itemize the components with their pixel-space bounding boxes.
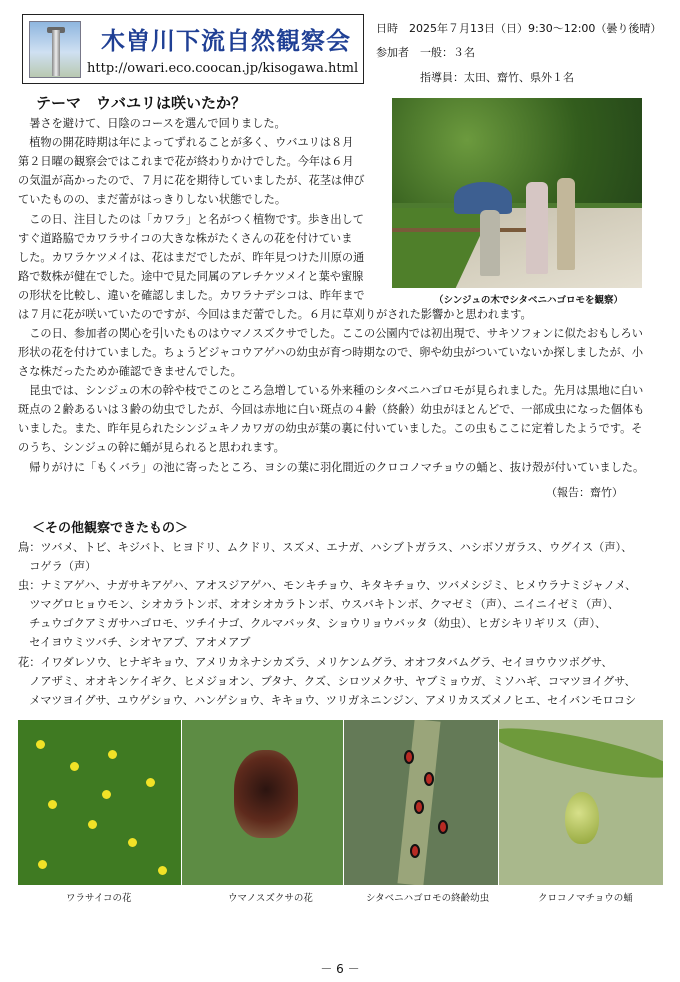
page-number: － 6 － bbox=[320, 962, 360, 976]
article-line: 斑点の２齢あるいは３齢の幼虫でしたが、今回は赤地に白い斑点の４齢（終齢）幼虫がほとんどで、一部成虫になった個体も bbox=[18, 403, 645, 416]
article-line: さな株だったためか確認できませんでした。 bbox=[18, 365, 242, 378]
yellow-flower bbox=[88, 820, 97, 829]
observation-line: 虫：ナミアゲハ、ナガサキアゲハ、アオスジアゲハ、モンキチョウ、キタキチョウ、ツバメシジミ、ヒメウラナミジャノメ、 bbox=[18, 579, 637, 592]
yellow-flower bbox=[158, 866, 167, 875]
article-line: 帰りがけに「もくバラ」の池に寄ったところ、ヨシの葉に羽化間近のクロコノマチョウの蛹と、抜け殻が付いていました。 bbox=[18, 461, 645, 474]
dark-tubular-flower bbox=[234, 750, 298, 838]
article-line: 昆虫では、シンジュの木の幹や枝でこのところ急増している外来種のシタベニハゴロモが見られました。先月は黒地に白い bbox=[18, 384, 644, 397]
participants-count: 参加者 一般：３名 bbox=[376, 46, 475, 59]
photo-caption: シタベニハゴロモの終齢幼虫 bbox=[366, 893, 490, 904]
article-line: のうち、シンジュの幹に蛹が見られると思われます。 bbox=[18, 441, 285, 454]
yellow-flower bbox=[146, 778, 155, 787]
observation-line: ツマグロヒョウモン、シオカラトンボ、オオシオカラトンボ、ウスバキトンボ、クマゼミ（声）、ニイニイゼミ（声）、 bbox=[18, 598, 620, 611]
article-line: この日、参加者の関心を引いたものはウマノスズクサでした。ここの公園内では初出現で、サキソフォンに似たおもしろい bbox=[18, 327, 643, 340]
red-larva bbox=[438, 820, 448, 834]
article-line: の形状を比較し、違いを確認しました。カワラナデシコは、昨年まで bbox=[18, 289, 365, 302]
article-line: 植物の開花時期は年によってずれることが多く、ウバユリは８月 bbox=[18, 136, 354, 149]
red-larva bbox=[410, 844, 420, 858]
organization-title: 木曽川下流自然観察会 bbox=[101, 27, 351, 55]
yellow-flower bbox=[38, 860, 47, 869]
photo-caption: ワラサイコの花 bbox=[66, 893, 132, 904]
participant-figure bbox=[526, 182, 548, 274]
photo-butterfly-pupa bbox=[499, 720, 663, 885]
newsletter-header bbox=[22, 14, 364, 84]
photo-dark-flower bbox=[182, 720, 343, 885]
photo-insect-larvae bbox=[344, 720, 498, 885]
article-line: 第２日曜の観察会ではこれまで花が終わりかけでした。今年は６月 bbox=[18, 155, 354, 168]
organization-url[interactable]: http://owari.eco.coocan.jp/kisogawa.html bbox=[87, 61, 359, 76]
article-theme-title: テーマ ウバユリは咲いたか？ bbox=[36, 94, 247, 112]
photo-caption: ウマノスズクサの花 bbox=[228, 893, 313, 904]
participant-figure bbox=[480, 210, 500, 276]
observation-line: ノアザミ、オオキンケイギク、ヒメジョオン、ブタナ、クズ、シロツメクサ、ヤブミョウガ、ミソハギ、コマツヨイグサ、 bbox=[18, 675, 636, 688]
group-photo-caption: （シンジュの木でシタベニハゴロモを観察） bbox=[434, 295, 623, 306]
article-line: は７月に花が咲いていたのですが、今回はまだ蕾でした。６月に草刈りがされた影響かと思われます。 bbox=[18, 308, 532, 321]
article-line: ていたものの、まだ蕾がはっきりしない状態でした。 bbox=[18, 193, 287, 206]
observation-line: メマツヨイグサ、ユウゲショウ、ハンゲショウ、キキョウ、ツリガネニンジン、アメリカスズメノヒエ、セイバンモロコシ bbox=[18, 694, 637, 707]
green-pupa bbox=[565, 792, 599, 844]
yellow-flower bbox=[48, 800, 57, 809]
red-larva bbox=[424, 772, 434, 786]
report-signature: （報告：齋竹） bbox=[546, 486, 623, 499]
observation-line: チュウゴクアミガサハゴロモ、ツチイナゴ、クルマバッタ、ショウリョウバッタ（幼虫）、ヒガシキリギリス（声）、 bbox=[18, 617, 607, 630]
observation-line: 花：イワダレソウ、ヒナギキョウ、アメリカネナシカズラ、メリケンムグラ、オオフタバムグラ、セイヨウウツボグサ、 bbox=[18, 656, 613, 669]
photo-flower-yellow bbox=[18, 720, 181, 885]
yellow-flower bbox=[36, 740, 45, 749]
fence-rail bbox=[392, 228, 532, 232]
red-larva bbox=[404, 750, 414, 764]
yellow-flower bbox=[128, 838, 137, 847]
article-line: 路で数株が健在でした。途中で見た同属のアレチケツメイと葉や蜜腺 bbox=[18, 270, 364, 283]
event-date: 日時 2025年７月13日（日）9:30～12:00（曇り後晴） bbox=[376, 22, 662, 35]
observation-group-photo bbox=[392, 98, 642, 288]
observation-line: コゲラ（声） bbox=[18, 560, 97, 573]
observations-title: ＜その他観察できたもの＞ bbox=[32, 521, 189, 536]
article-line: 暑さを避けて、日陰のコースを選んで回りました。 bbox=[18, 117, 286, 130]
article-line: の気温が高かったので、７月に花を期待していましたが、花茎は伸び bbox=[18, 174, 365, 187]
article-line: この日、注目したのは「カワラ」と名がつく植物です。歩き出して bbox=[18, 213, 364, 226]
umbrella bbox=[454, 182, 512, 214]
yellow-flower bbox=[70, 762, 79, 771]
photo-caption: クロコノマチョウの蛹 bbox=[538, 893, 633, 904]
article-line: いました。また、昨年見られたシンジュキノカワガの幼虫が葉の裏に付いていました。この虫もここに定着したようです。そ bbox=[18, 422, 643, 435]
red-larva bbox=[414, 800, 424, 814]
article-line: すぐ道路脇でカワラサイコの大きな株がたくさんの花を付けていま bbox=[18, 232, 353, 245]
participant-figure bbox=[557, 178, 575, 270]
yellow-flower bbox=[108, 750, 117, 759]
observation-line: セイヨウミツバチ、シオヤアブ、アオメアブ bbox=[18, 636, 251, 649]
logo-tower-image bbox=[29, 21, 81, 78]
tower-shape bbox=[52, 30, 60, 76]
observation-line: 鳥：ツバメ、トビ、キジバト、ヒヨドリ、ムクドリ、スズメ、エナガ、ハシブトガラス、ハシボソガラス、ウグイス（声）、 bbox=[18, 541, 633, 554]
article-line: した。カワラケツメイは、花はまだでしたが、昨年見つけた川原の通 bbox=[18, 251, 365, 264]
article-line: 形状の花を付けていました。ちょうどジャコウアゲハの幼虫が育つ時期なので、卵や幼虫がついていないか探しましたが、小 bbox=[18, 346, 644, 359]
leaders-list: 指導員：太田、齋竹、県外１名 bbox=[420, 71, 574, 84]
yellow-flower bbox=[102, 790, 111, 799]
tree-canopy bbox=[392, 98, 642, 203]
reed-leaf bbox=[499, 720, 663, 787]
